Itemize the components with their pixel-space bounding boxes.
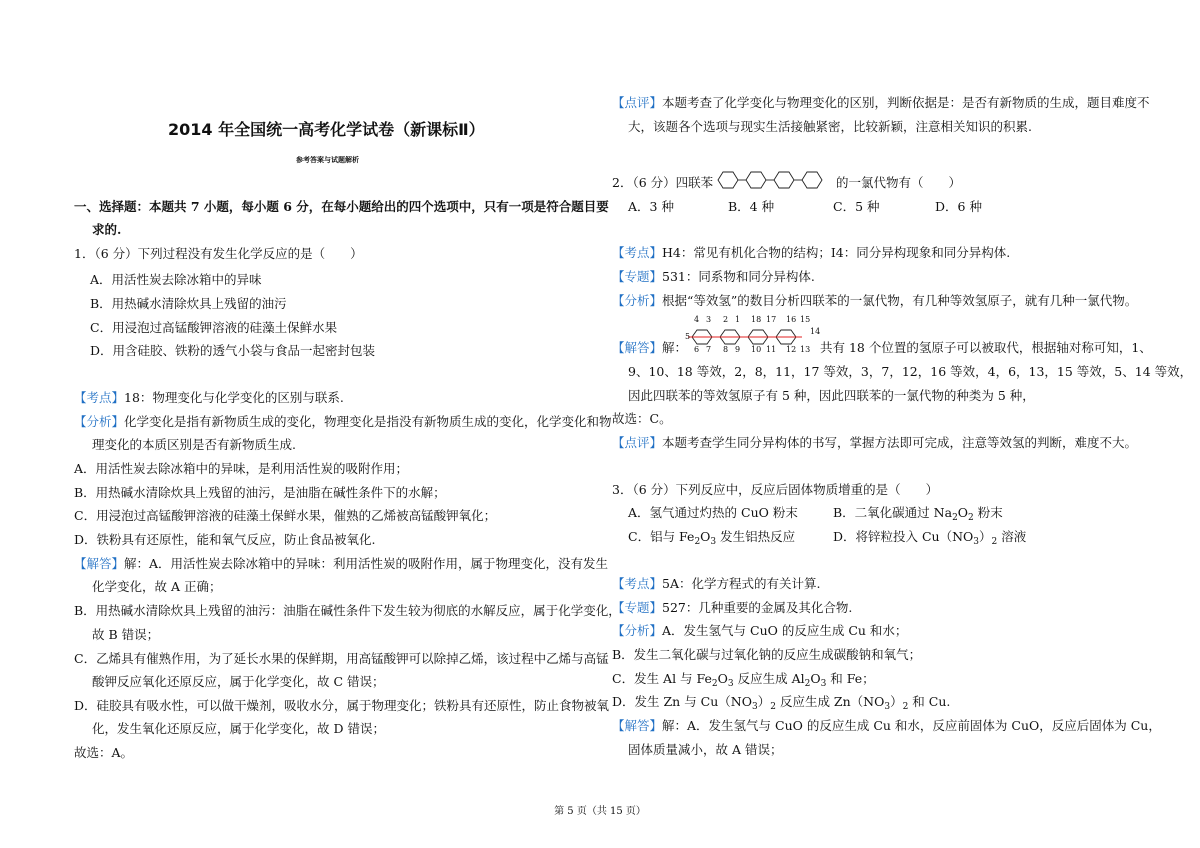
q3-zhuanti-tag: 【专题】 bbox=[612, 600, 663, 615]
q3-fenxi-c-s1: 2 bbox=[711, 679, 718, 689]
q1-analysis-a: A．用活性炭去除冰箱中的异味，是利用活性炭的吸附作用； bbox=[74, 461, 409, 476]
q3-fenxi-c-p4: O bbox=[810, 671, 821, 686]
q3-option-d bbox=[833, 529, 1026, 550]
q2-dianping-tag: 【点评】 bbox=[612, 435, 663, 450]
q1-option-b: B．用热碱水清除炊具上残留的油污 bbox=[90, 296, 287, 311]
q2-dianping-text: 本题考查学生同分异构体的书写，掌握方法即可完成，注意等效氢的判断，难度不大。 bbox=[662, 435, 1138, 450]
q1-analysis-b: B．用热碱水清除炊具上残留的油污，是油脂在碱性条件下的水解； bbox=[74, 485, 446, 500]
q2-kaodian bbox=[612, 245, 1010, 261]
mol-num-7: 7 bbox=[706, 345, 712, 354]
q1-analysis-d: D．铁粉具有还原性，能和氧气反应，防止食品被氧化. bbox=[74, 532, 376, 547]
q1-jieda-text: 解：A．用活性炭去除冰箱中的异味：利用活性炭的吸附作用，属于物理变化，没有发生 bbox=[124, 556, 609, 571]
mol-num-9: 9 bbox=[735, 345, 741, 354]
q3-kaodian-tag: 【考点】 bbox=[612, 576, 663, 591]
q1-fenxi-text: 化学变化是指有新物质生成的变化，物理变化是指没有新物质生成的变化，化学变化和物 bbox=[124, 414, 612, 429]
q1-jieda-line6: 酸钾反应氧化还原反应，属于化学变化，故 C 错误； bbox=[92, 674, 385, 689]
mol-num-10: 10 bbox=[751, 345, 762, 354]
q1-fenxi-cont: 理变化的本质区别是否有新物质生成. bbox=[92, 437, 296, 452]
q3-jieda-text: 解：A．发生氢气与 CuO 的反应生成 Cu 和水，反应前固体为 CuO，反应后固体为 Cu， bbox=[662, 718, 1161, 733]
q1-kaodian bbox=[74, 390, 344, 406]
q1-jieda-line2: 化学变化，故 A 正确； bbox=[92, 579, 222, 594]
q1-kaodian-tag: 【考点】 bbox=[74, 390, 125, 405]
q3-fenxi-c-s3: 2 bbox=[804, 679, 811, 689]
q3-stem: 3．（6 分）下列反应中，反应后固体物质增重的是（ ） bbox=[612, 482, 939, 497]
q3-option-d-p2: ） bbox=[979, 529, 992, 544]
q1-jieda-line5: C．乙烯具有催熟作用，为了延长水果的保鲜期，用高锰酸钾可以除掉乙烯，该过程中乙烯与高锰 bbox=[74, 651, 609, 666]
q2-stem-start: 2．（6 分）四联苯 bbox=[612, 175, 714, 190]
q3-fenxi-d-s2: 2 bbox=[770, 702, 776, 712]
q2-jieda-line2: 9、10、18 等效，2，8，11，17 等效，3，7，12，16 等效，4，6，13，15 等效，5、14 等效， bbox=[628, 364, 1193, 379]
q2-jieda-line3: 因此四联苯的等效氢原子有 5 种，因此四联苯的一氯代物的种类为 5 种， bbox=[628, 388, 1035, 403]
q1-jieda-line3: B．用热碱水清除炊具上残留的油污：油脂在碱性条件下发生较为彻底的水解反应，属于化学变化， bbox=[74, 603, 621, 618]
q3-fenxi-c-p3: 反应生成 Al bbox=[733, 671, 805, 686]
q1-stem: 1．（6 分）下列过程没有发生化学反应的是（ ） bbox=[74, 246, 363, 261]
q1-dianping-text: 本题考查了化学变化与物理变化的区别，判断依据是：是否有新物质的生成，题目难度不 bbox=[662, 95, 1150, 110]
q3-jieda-line2: 固体质量减小，故 A 错误； bbox=[628, 742, 783, 757]
q1-dianping-tag: 【点评】 bbox=[612, 95, 663, 110]
q3-fenxi-d-p5: 和 Cu. bbox=[908, 694, 951, 709]
mol-num-14: 14 bbox=[810, 327, 821, 336]
section-heading-cont: 求的. bbox=[92, 222, 122, 237]
q3-option-b bbox=[833, 505, 1003, 526]
tetraphenyl-structure bbox=[714, 164, 836, 196]
q3-fenxi-c-p1: C．发生 Al 与 Fe bbox=[612, 671, 712, 686]
q3-jieda-tag: 【解答】 bbox=[612, 718, 663, 733]
q2-option-d: D．6 种 bbox=[935, 199, 982, 214]
q3-fenxi-d-p1: D．发生 Zn 与 Cu（NO bbox=[612, 694, 752, 709]
mol-num-8: 8 bbox=[723, 345, 729, 354]
q1-jieda-line7: D．硅胶具有吸水性，可以做干燥剂，吸收水分，属于物理变化；铁粉具有还原性，防止食物被氧 bbox=[74, 698, 610, 713]
q2-fenxi-tag: 【分析】 bbox=[612, 293, 663, 308]
q2-jieda bbox=[612, 340, 687, 356]
mol-num-12: 12 bbox=[786, 345, 797, 354]
q3-option-b-s2: 2 bbox=[968, 513, 974, 523]
q2-jieda-text-cont: 共有 18 个位置的氢原子可以被取代，根据轴对称可知，1、 bbox=[820, 340, 1152, 355]
q2-fenxi-text: 根据“等效氢”的数目分析四联苯的一氯代物，有几种等效氢原子，就有几种一氯代物。 bbox=[662, 293, 1138, 308]
q3-fenxi-c bbox=[612, 671, 875, 692]
q3-option-b-s1: 2 bbox=[952, 513, 958, 523]
q1-analysis-c: C．用浸泡过高锰酸钾溶液的硅藻土保鲜水果，催熟的乙烯被高锰酸钾氧化； bbox=[74, 508, 497, 523]
q3-kaodian bbox=[612, 576, 820, 592]
mol-num-1: 1 bbox=[735, 315, 741, 324]
q3-fenxi-c-p5: 和 Fe； bbox=[826, 671, 875, 686]
q3-fenxi-text: A．发生氢气与 CuO 的反应生成 Cu 和水； bbox=[662, 623, 908, 638]
mol-num-13: 13 bbox=[800, 345, 811, 354]
q2-option-b: B．4 种 bbox=[728, 199, 775, 214]
mol-num-4: 4 bbox=[694, 315, 700, 324]
page-footer: 第 5 页（共 15 页） bbox=[554, 806, 646, 817]
q3-option-b-p3: 粉末 bbox=[973, 505, 1003, 520]
q2-fenxi bbox=[612, 293, 1137, 309]
q2-kaodian-tag: 【考点】 bbox=[612, 245, 663, 260]
q2-jieda-tag: 【解答】 bbox=[612, 340, 663, 355]
q3-jieda bbox=[612, 718, 1161, 734]
mol-num-5: 5 bbox=[685, 332, 691, 341]
mol-num-16: 16 bbox=[786, 315, 797, 324]
q3-option-c bbox=[628, 529, 795, 550]
q3-fenxi-d-p4: ） bbox=[890, 694, 903, 709]
q1-fenxi bbox=[74, 414, 612, 430]
q3-fenxi-d-s4: 2 bbox=[902, 702, 909, 712]
q3-fenxi-d-p3: 反应生成 Zn（NO bbox=[775, 694, 885, 709]
q2-option-c: C．5 种 bbox=[833, 199, 880, 214]
q1-jieda bbox=[74, 556, 608, 572]
q3-fenxi-c-s4: 3 bbox=[820, 679, 827, 689]
q3-fenxi-tag: 【分析】 bbox=[612, 623, 663, 638]
q1-jieda-tag: 【解答】 bbox=[74, 556, 125, 571]
q3-option-a: A．氢气通过灼热的 CuO 粉末 bbox=[628, 505, 798, 520]
q2-stem-end: 的一氯代物有（ ） bbox=[836, 175, 962, 190]
q1-option-d: D．用含硅胶、铁粉的透气小袋与食品一起密封包装 bbox=[90, 343, 376, 358]
page-subtitle: 参考答案与试题解析 bbox=[296, 155, 359, 164]
mol-num-18: 18 bbox=[751, 315, 762, 324]
q1-jieda-line8: 化，发生氧化还原反应，属于化学变化，故 D 错误； bbox=[92, 721, 385, 736]
q2-option-a: A．3 种 bbox=[628, 199, 674, 214]
q3-option-c-p1: C．铝与 Fe bbox=[628, 529, 695, 544]
mol-num-15: 15 bbox=[800, 315, 811, 324]
q3-fenxi-c-p2: O bbox=[717, 671, 728, 686]
q2-answer: 故选：C。 bbox=[612, 411, 672, 426]
q3-fenxi-d-s1: 3 bbox=[751, 702, 758, 712]
q1-option-a: A．用活性炭去除冰箱中的异味 bbox=[90, 272, 262, 287]
q3-option-c-s2: 3 bbox=[710, 537, 717, 547]
mol-num-2: 2 bbox=[723, 315, 729, 324]
q3-fenxi-c-s2: 3 bbox=[727, 679, 734, 689]
q3-option-d-p1: D．将锌粒投入 Cu（NO bbox=[833, 529, 974, 544]
q3-fenxi-b: B．发生二氧化碳与过氧化钠的反应生成碳酸钠和氧气； bbox=[612, 647, 922, 662]
q3-option-d-p3: 溶液 bbox=[997, 529, 1027, 544]
q2-zhuanti bbox=[612, 269, 815, 285]
q3-fenxi-d-p2: ） bbox=[757, 694, 771, 709]
q1-fenxi-tag: 【分析】 bbox=[74, 414, 125, 429]
q1-dianping bbox=[612, 95, 1150, 111]
q2-jieda-text: 解： bbox=[662, 340, 688, 355]
mol-num-6: 6 bbox=[694, 345, 700, 354]
q1-answer: 故选：A。 bbox=[74, 745, 134, 760]
q2-zhuanti-tag: 【专题】 bbox=[612, 269, 663, 284]
section-heading: 一、选择题：本题共 7 小题，每小题 6 分，在每小题给出的四个选项中，只有一项是符合题目要 bbox=[74, 199, 609, 214]
q3-option-d-s1: 3 bbox=[973, 537, 980, 547]
q3-option-c-p2: O bbox=[700, 529, 711, 544]
q3-zhuanti bbox=[612, 600, 852, 616]
q3-fenxi-d bbox=[612, 694, 950, 715]
q3-kaodian-text: 5A：化学方程式的有关计算. bbox=[662, 576, 821, 591]
q1-jieda-line4: 故 B 错误； bbox=[92, 627, 160, 642]
page-title: 2014 年全国统一高考化学试卷（新课标Ⅱ） bbox=[168, 120, 485, 139]
q2-dianping bbox=[612, 435, 1137, 451]
q3-option-c-p3: 发生铝热反应 bbox=[716, 529, 796, 544]
mol-num-11: 11 bbox=[766, 345, 777, 354]
mol-num-3: 3 bbox=[706, 315, 712, 324]
q3-option-b-p1: B．二氧化碳通过 Na bbox=[833, 505, 953, 520]
q3-fenxi-d-s3: 3 bbox=[884, 702, 891, 712]
q3-option-d-s2: 2 bbox=[991, 537, 998, 547]
q3-option-b-p2: O bbox=[957, 505, 969, 520]
q3-option-c-s1: 2 bbox=[694, 537, 701, 547]
q2-kaodian-text: H4：常见有机化合物的结构；I4：同分异构现象和同分异构体. bbox=[662, 245, 1011, 260]
q3-zhuanti-text: 527：几种重要的金属及其化合物. bbox=[662, 600, 853, 615]
q1-kaodian-text: 18：物理变化与化学变化的区别与联系. bbox=[124, 390, 344, 405]
q1-option-c: C．用浸泡过高锰酸钾溶液的硅藻土保鲜水果 bbox=[90, 320, 338, 335]
q1-dianping-cont: 大，该题各个选项与现实生活接触紧密，比较新颖，注意相关知识的积累. bbox=[628, 119, 1032, 134]
mol-num-17: 17 bbox=[766, 315, 777, 324]
q3-fenxi bbox=[612, 623, 907, 639]
q2-zhuanti-text: 531：同系物和同分异构体. bbox=[662, 269, 815, 284]
